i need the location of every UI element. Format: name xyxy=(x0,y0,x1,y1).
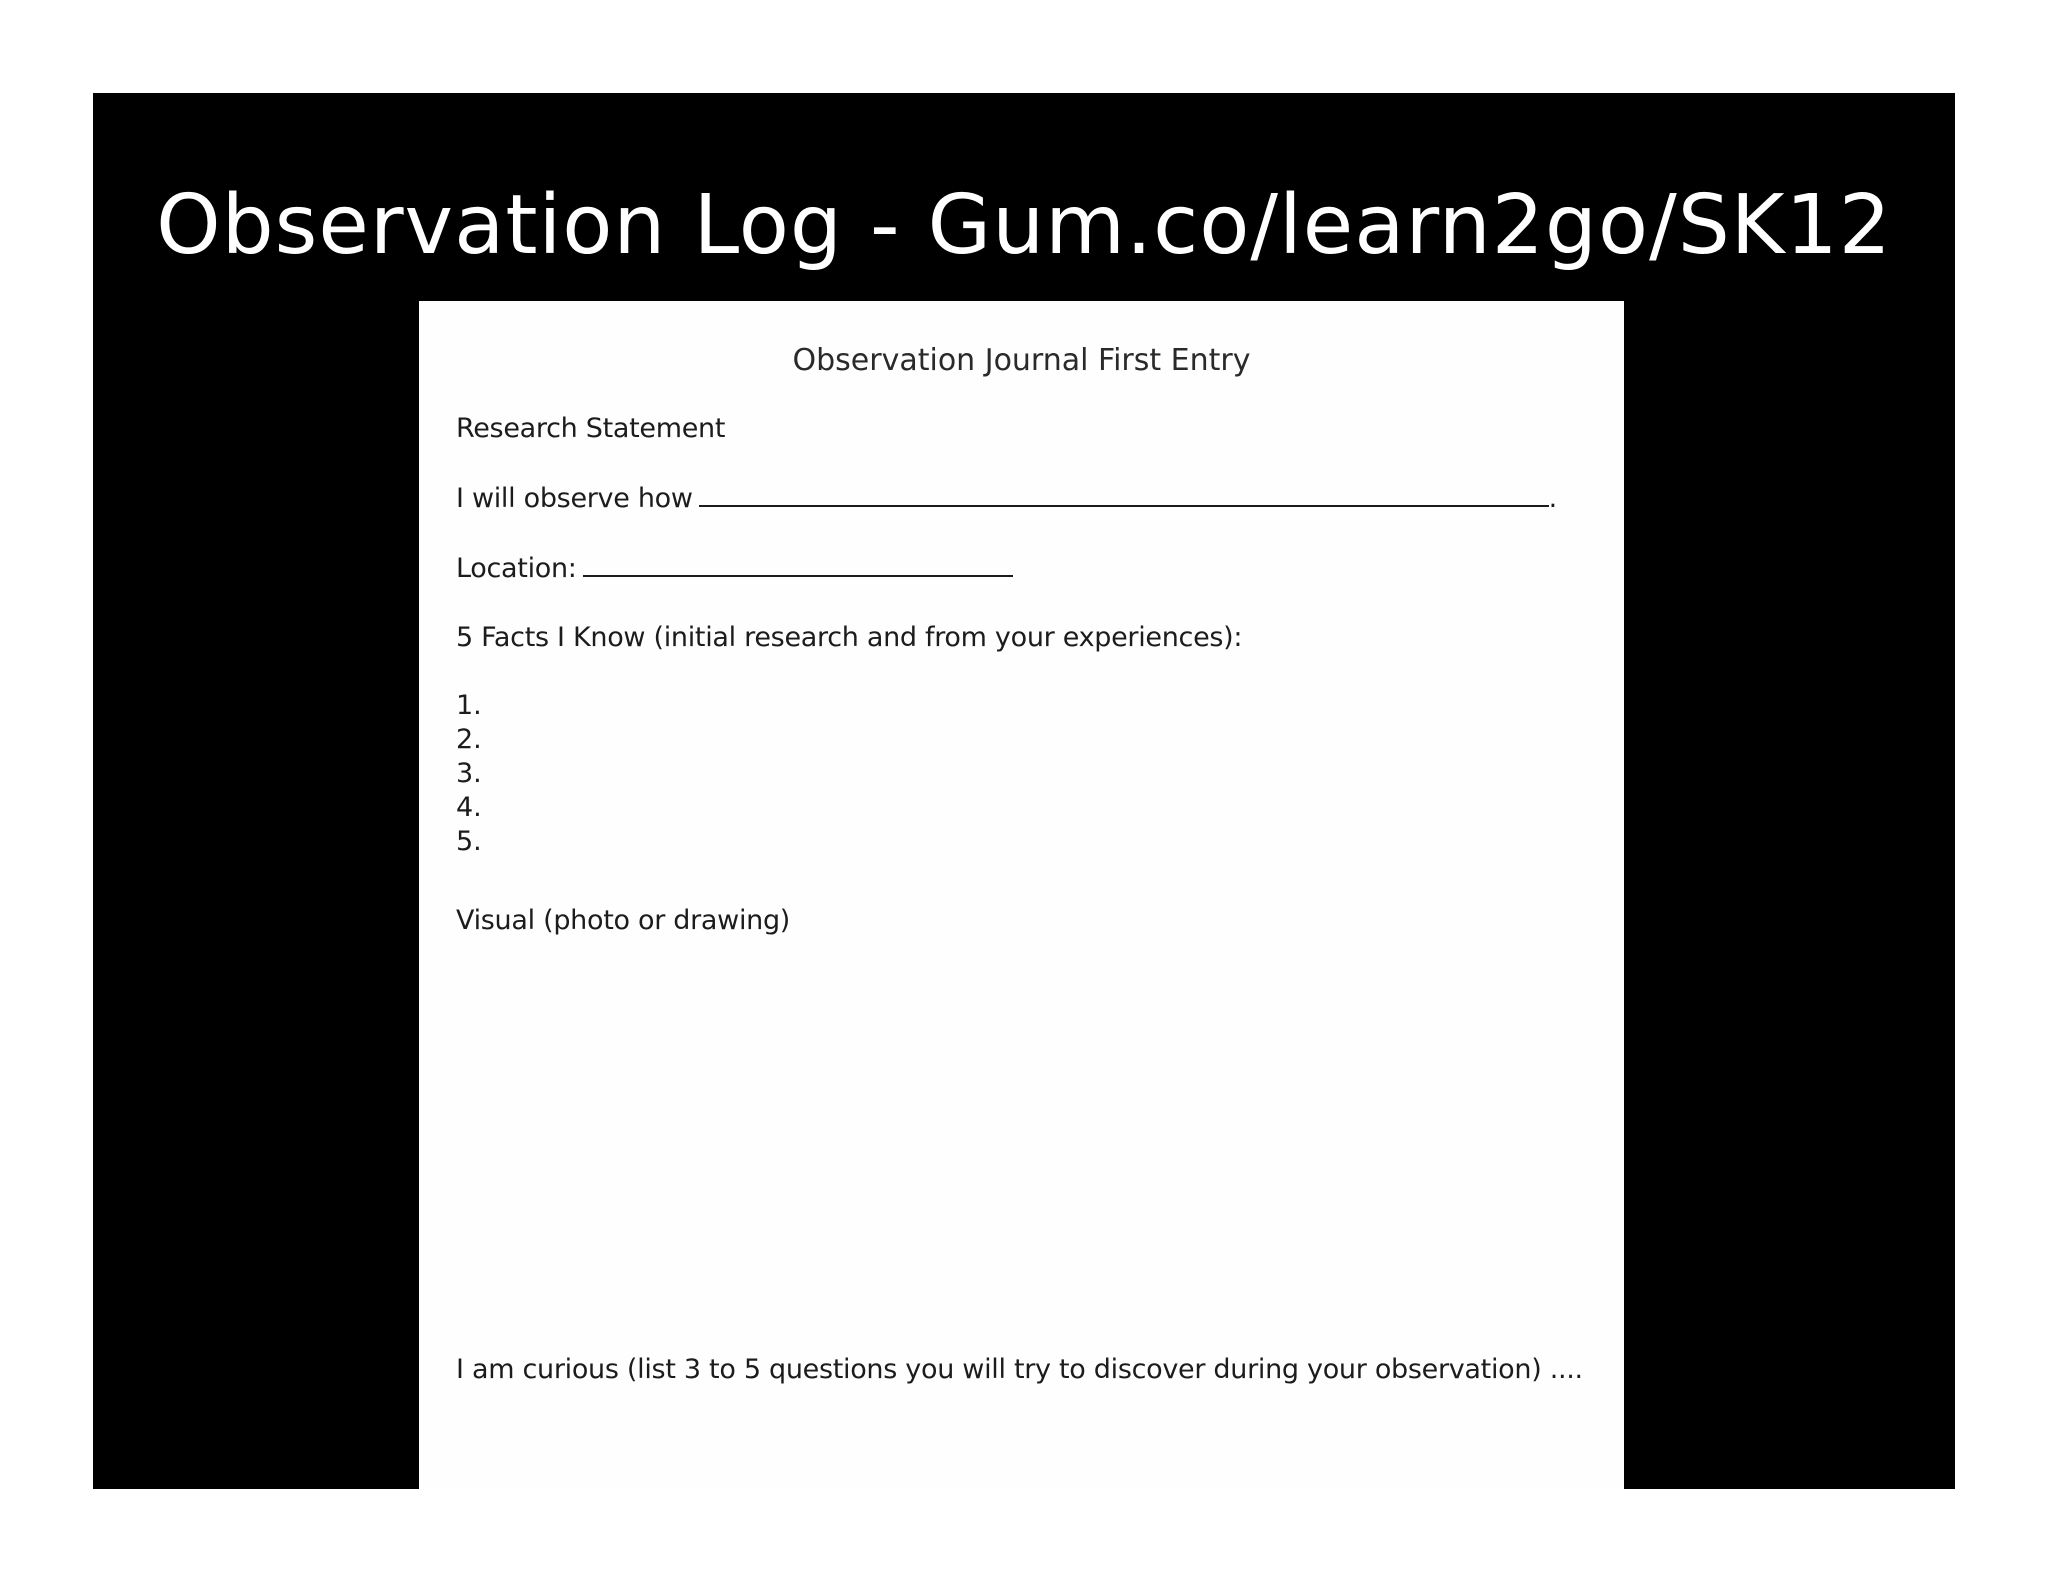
observe-blank-line xyxy=(699,503,1549,507)
location-label: Location: xyxy=(456,553,577,584)
document-title: Observation Journal First Entry xyxy=(792,343,1251,378)
facts-list xyxy=(456,689,482,859)
research-statement-heading: Research Statement xyxy=(456,413,726,444)
visual-heading: Visual (photo or drawing) xyxy=(456,905,791,936)
observe-period: . xyxy=(1548,483,1557,514)
fact-item: 4. xyxy=(456,792,482,823)
observe-prompt: I will observe how xyxy=(456,483,693,514)
slide-title: Observation Log - Gum.co/learn2go/SK12 xyxy=(156,178,1892,273)
fact-item: 1. xyxy=(456,690,482,721)
observe-statement-line xyxy=(456,483,1557,514)
curious-prompt: I am curious (list 3 to 5 questions you will try to discover during your observation) .... xyxy=(456,1354,1583,1385)
location-line xyxy=(456,553,1013,584)
fact-item: 3. xyxy=(456,758,482,789)
slide xyxy=(93,93,1955,1489)
fact-item: 2. xyxy=(456,724,482,755)
fact-item: 5. xyxy=(456,826,482,857)
location-blank-line xyxy=(583,573,1013,577)
facts-heading: 5 Facts I Know (initial research and from your experiences): xyxy=(456,622,1243,653)
document-page xyxy=(419,301,1624,1489)
